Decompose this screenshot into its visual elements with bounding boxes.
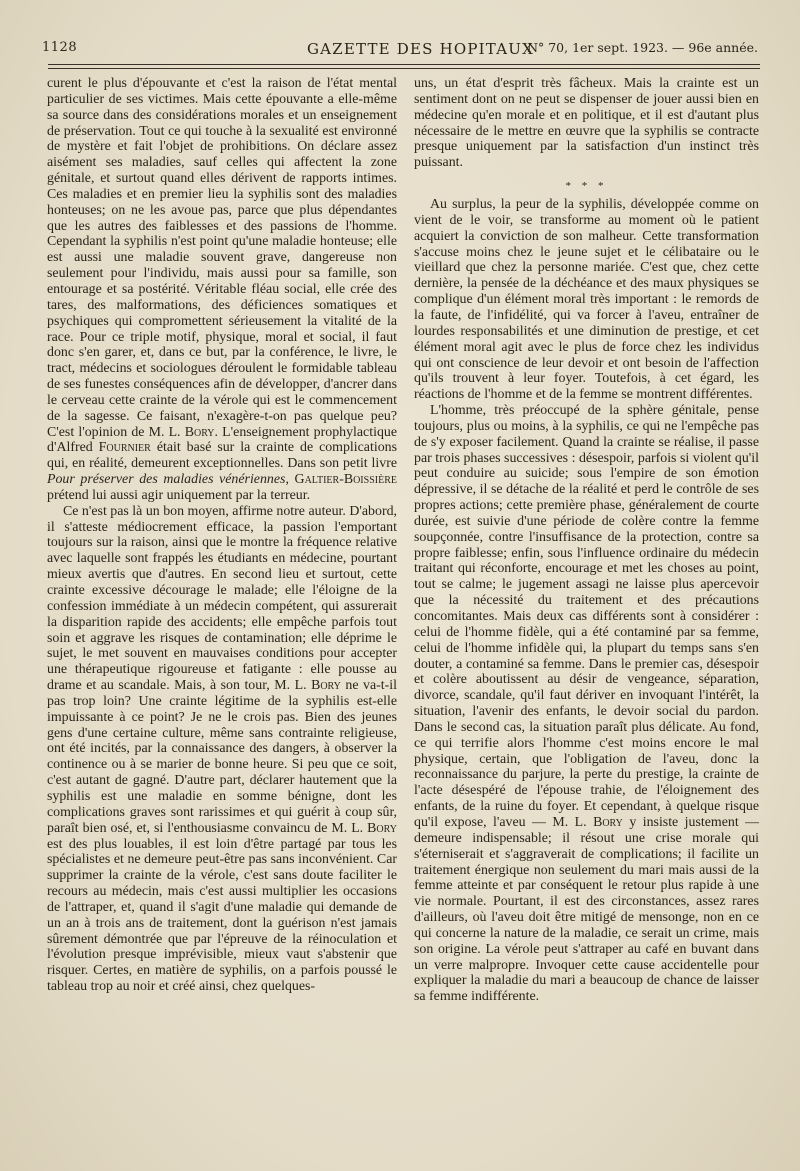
author-name: Bory <box>184 424 215 440</box>
paragraph: curent le plus d'épouvante et c'est la raison de l'état mental particulier de ses victimes. Mais cette épouvante a elle-même sa source dans des considérations morales et un enseignement de préservation. Tout ce qui touche à la sexualité est environné de mystère et fait l'objet de prohibitions. On déclare assez aisément ses maladies, sauf celles qui affectent la zone génitale, et surtout quand elles dérivent de rapports intimes. Ces maladies et en premier lieu la syphilis sont des maladies honteuses; on ne les avoue pas, parce que plus dépendantes que les autres des faiblesses et des passions de l'homme. Cependant la syphilis n'est point qu'une maladie honteuse; elle est aussi une maladie souvent grave, dangereuse non seulement pour l'individu, mais aussi pour sa famille, son entourage et sa postérité. Véritable fléau social, elle crée des tares, des malformations, des déficiences somatiques et psychiques qui compromettent sérieusement la vitalité de la race. Pour ce triple motif, physique, moral et social, il faut donc s'en garer, et, dans ce but, par la conférence, le livre, le tract, médecins et sociologues déroulent le formidable tableau de ses funestes conséquences afin de développer, d'ancrer dans le cerveau cette crainte de la vérole qui est le commencement de la sagesse. Ce faisant, n'exagère-t-on pas quelque peu? C'est l'opinion de M. L. Bory. L'enseignement prophylactique d'Alfred Fournier était basé sur la crainte de complications qui, en réalité, demeurent exceptionnelles. Dans son petit livre Pour préserver des maladies vénériennes, Galtier-Boissière prétend lui aussi agir uniquement par la terreur. <box>47 76 397 503</box>
right-column <box>414 76 759 1005</box>
book-title: Pour préserver des maladies vénériennes <box>47 472 286 488</box>
journal-title: GAZETTE DES HOPITAUX <box>307 40 534 58</box>
header-rule-bottom <box>48 68 760 69</box>
paragraph: L'homme, très préoccupé de la sphère génitale, pense toujours, plus ou moins, à la syphilis, ce qui ne l'empêche pas de s'y exposer facilement. Quand la crainte se réalise, il passe par trois phases successives : désespoir, parfois si violent qu'il peut conduire au suicide; sous l'empire de son émotion dépressive, il se détache de la réalité et perd le contrôle de ses propres actions; cette première phase, généralement de courte durée, est suivie d'une période de colère contre la femme soupçonnée, contre l'insuffisance de la protection, contre sa propre faiblesse; enfin, sous l'influence ordinaire du médecin traitant qui réconforte, encourage et met les choses au point, tout se calme; le jugement assagi ne laisse plus apercevoir que la nécessité du traitement et des précautions concomitantes. Mais deux cas différents sont à considérer : celui de l'homme fidèle, qui a été contaminé par sa femme, celui de l'homme infidèle qui, la plupart du temps sans s'en douter, a contaminé sa femme. Dans le premier cas, désespoir et colère aboutissent au désir de vengeance, séparation, divorce, scandale, qu'il faut dériver en invoquant l'intérêt, la situation, l'avenir des enfants, le devoir social du pardon. Dans le second cas, la situation paraît plus délicate. Au fond, ce qui terrifie alors l'homme c'est moins encore le mal physique, certain, que l'obligation de l'aveu, donc la reconnaissance du parjure, la perte du prestige, la crainte de l'acte désespéré de l'épouse trahie, de l'éloignement des enfants, de la ruine du foyer. Et cependant, à quelque risque qu'il expose, l'aveu — M. L. Bory y insiste justement — demeure indispensable; il résout une crise morale qui s'éterniserait et s'aggraverait de complications; il facilite un traitement énergique non seulement du mari mais aussi de la femme atteinte et par conséquent le retour plus rapide à une vie normale. Pourtant, il est des circonstances, assez rares d'ailleurs, où l'aveu doit être mitigé de mensonge, non en ce qui concerne la nature de la maladie, ce serait un crime, mais son origine. La vérole peut s'attraper au café en buvant dans un verre malpropre. Invoquer cette cause accidentelle pour expliquer la maladie du mari a beaucoup de chance de laisser sa femme indifférente. <box>414 403 760 1005</box>
author-name: Galtier-Boissière <box>294 472 397 488</box>
issue-info: N° 70, 1er sept. 1923. — 96e année. <box>527 40 758 55</box>
author-name: Bory <box>593 814 623 830</box>
paragraph: Au surplus, la peur de la syphilis, développée comme on vient de le voir, se transforme au moment où le patient acquiert la conviction de son malheur. Cette transformation s'accuse moins chez le jeune sujet et le célibataire ou le vieillard que chez la personne mariée. C'est que, chez cette dernière, la pensée de la déchéance et des maux physiques se complique d'un élément moral très important : le remords de la faute, de l'infidélité, qui va forcer à l'aveu, entraîner de lourdes responsabilités et une diminution de prestige, et cet élément moral agit avec le plus de force chez les individus qui ont conscience de leur devoir et ont besoin de l'affection qu'ils trouvent à leur foyer. Toutefois, à cet égard, les réactions de l'homme et de la femme se montrent différentes. <box>414 197 759 403</box>
paragraph: uns, un état d'esprit très fâcheux. Mais la crainte est un sentiment dont on ne peut se dispenser de jouer aussi bien en médecine qu'en morale et en politique, et il est d'autant plus nécessaire de le mettre en œuvre que la syphilis se contracte presque uniquement par la satisfaction d'un instinct très puissant. <box>414 76 759 171</box>
author-name: Fournier <box>98 440 151 456</box>
left-column <box>47 76 397 995</box>
page-header <box>42 36 762 62</box>
author-name: Bory <box>311 678 341 694</box>
section-separator: * * * <box>565 180 608 193</box>
paragraph: Ce n'est pas là un bon moyen, affirme notre auteur. D'abord, il s'atteste médiocrement efficace, la passion l'emportant toujours sur la raison, ainsi que le montre la fréquence relative avec laquelle sont frappés les étudiants en médecine, pourtant mieux avertis que d'autres. En second lieu et surtout, cette crainte excessive décourage le malade; elle l'éloigne de la confession immédiate à un médecin compétent, qui assurerait la disparition rapide des accidents; elle empêche parfois tout soin et aggrave les risques de contamination; elle déprime le sujet, le met souvent en mauvaises conditions pour accepter une thérapeutique rigoureuse et fatigante : elle pousse au drame et au scandale. Mais, à son tour, M. L. Bory ne va-t-il pas trop loin? Une crainte légitime de la syphilis est-elle impuissante à ce point? Je ne le crois pas. Bien des jeunes gens d'une certaine culture, même sans contrainte religieuse, ont été incités, par la connaissance des dangers, à observer la continence ou à se marier de bonne heure. Si peu que ce soit, c'est autant de gagné. D'autre part, déclarer hautement que la syphilis est une maladie en somme bénigne, dont les complications graves sont rarissimes et qui guérit à coup sûr, paraît bien osé, et, si l'enthousiasme convaincu de M. L. Bory est des plus louables, il est loin d'être partagé par tous les spécialistes et ne demeure peut-être pas sans inconvénient. Car supprimer la crainte de la vérole, c'est sans doute faciliter le recours au médecin, mais c'est aussi multiplier les occasions de l'attraper, et, quand il s'agit d'une maladie qui demande de un an à trois ans de traitement, dont la guérison n'est jamais sûrement démontrée que par l'épreuve de la réinoculation et l'évolution presque imprévisible, mieux vaut s'abstenir que risquer. Certes, en matière de syphilis, on a parfois poussé le tableau trop au noir et créé ainsi, chez quelques- <box>47 503 397 995</box>
author-name: Bory <box>367 820 397 836</box>
header-rule-top <box>48 64 760 65</box>
page-number: 1128 <box>42 40 78 55</box>
